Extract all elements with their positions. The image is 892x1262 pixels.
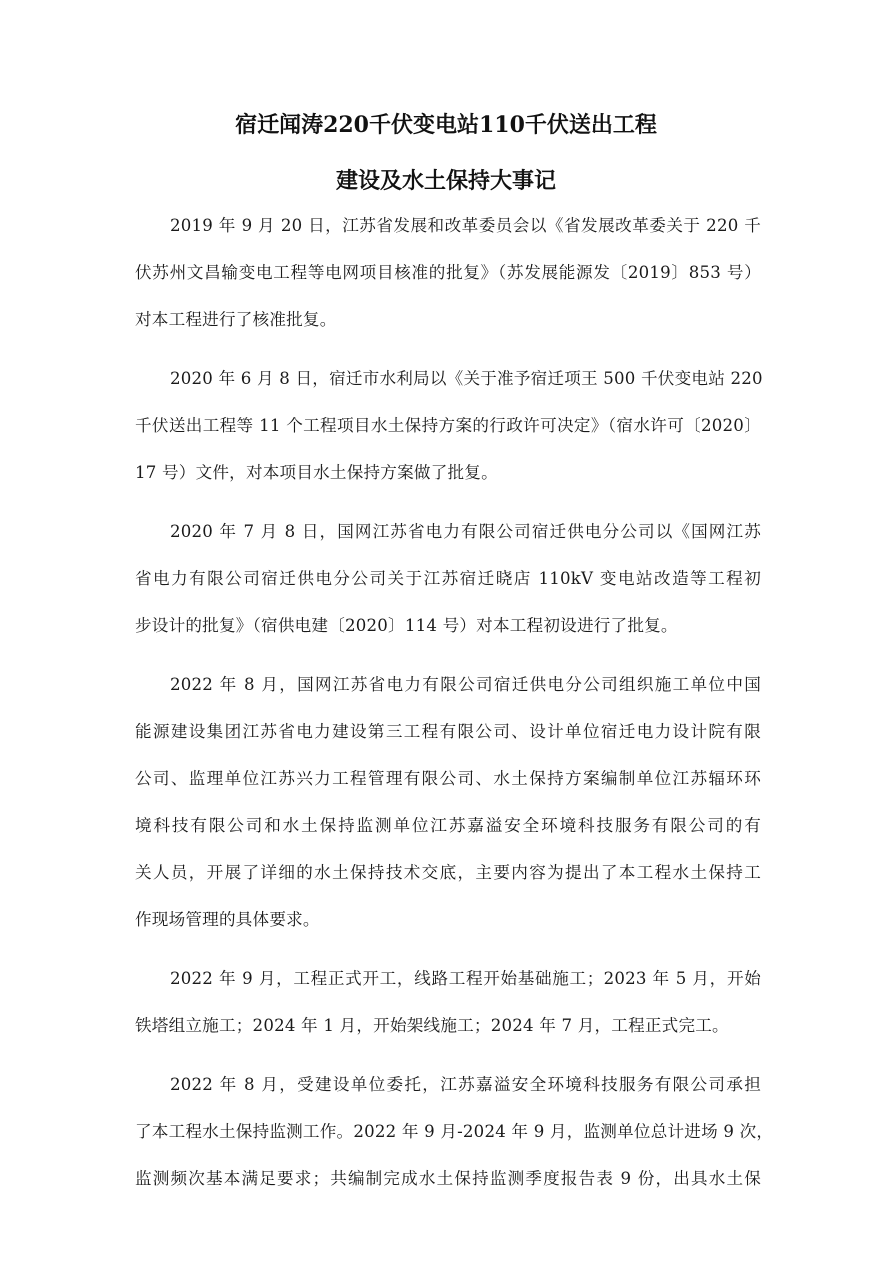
paragraph-monitoring (135, 1067, 774, 1208)
paragraph-line: 了本工程水土保持监测工作。2022 年 9 月-2024 年 9 月，监测单位总计进场 9 次， (135, 1122, 774, 1141)
paragraph-line: 2022 年 9 月，工程正式开工，线路工程开始基础施工；2023 年 5 月，开始 (170, 969, 761, 988)
paragraph-line: 能源建设集团江苏省电力建设第三工程有限公司、设计单位宿迁电力设计院有限 (135, 722, 761, 741)
document-title (0, 112, 892, 194)
paragraph-line: 伏苏州文昌输变电工程等电网项目核准的批复》（苏发展能源发〔2019〕853 号） (135, 263, 761, 282)
paragraph-line: 2022 年 8 月，国网江苏省电力有限公司宿迁供电分公司组织施工单位中国 (170, 675, 761, 694)
paragraph-construction-timeline (135, 961, 761, 1044)
paragraph-approval (135, 208, 761, 338)
paragraph-line: 公司、监理单位江苏兴力工程管理有限公司、水土保持方案编制单位江苏辐环环 (135, 769, 761, 788)
paragraph-line: 作现场管理的具体要求。 (135, 910, 320, 929)
paragraph-soil-plan-approval (135, 361, 761, 491)
paragraph-line: 省电力有限公司宿迁供电分公司关于江苏宿迁晓店 110kV 变电站改造等工程初 (135, 569, 761, 588)
paragraph-preliminary-design (135, 514, 761, 644)
paragraph-line: 铁塔组立施工；2024 年 1 月，开始架线施工；2024 年 7 月，工程正式完工。 (135, 1016, 729, 1035)
paragraph-line: 步设计的批复》（宿供电建〔2020〕114 号）对本工程初设进行了批复。 (135, 616, 678, 635)
paragraph-line: 监测频次基本满足要求；共编制完成水土保持监测季度报告表 9 份，出具水土保 (135, 1169, 761, 1188)
paragraph-line: 对本工程进行了核准批复。 (135, 310, 337, 329)
document-body (135, 208, 774, 1231)
paragraph-line: 2019 年 9 月 20 日，江苏省发展和改革委员会以《省发展改革委关于 220 千 (170, 216, 761, 235)
paragraph-technical-briefing (135, 667, 761, 938)
paragraph-line: 千伏送出工程等 11 个工程项目水土保持方案的行政许可决定》（宿水许可〔2020〕 (135, 416, 761, 435)
paragraph-line: 2020 年 7 月 8 日，国网江苏省电力有限公司宿迁供电分公司以《国网江苏 (170, 522, 761, 541)
paragraph-line: 境科技有限公司和水土保持监测单位江苏嘉溢安全环境科技服务有限公司的有 (135, 816, 761, 835)
title-line-1: 宿迁闻涛220千伏变电站110千伏送出工程 (235, 112, 657, 138)
paragraph-line: 17 号）文件，对本项目水土保持方案做了批复。 (135, 463, 498, 482)
paragraph-line: 2022 年 8 月，受建设单位委托，江苏嘉溢安全环境科技服务有限公司承担 (170, 1075, 761, 1094)
paragraph-line: 2020 年 6 月 8 日，宿迁市水利局以《关于准予宿迁项王 500 千伏变电站 220 (170, 369, 763, 388)
title-line-2: 建设及水土保持大事记 (335, 168, 556, 194)
paragraph-line: 关人员，开展了详细的水土保持技术交底，主要内容为提出了本工程水土保持工 (135, 863, 761, 882)
